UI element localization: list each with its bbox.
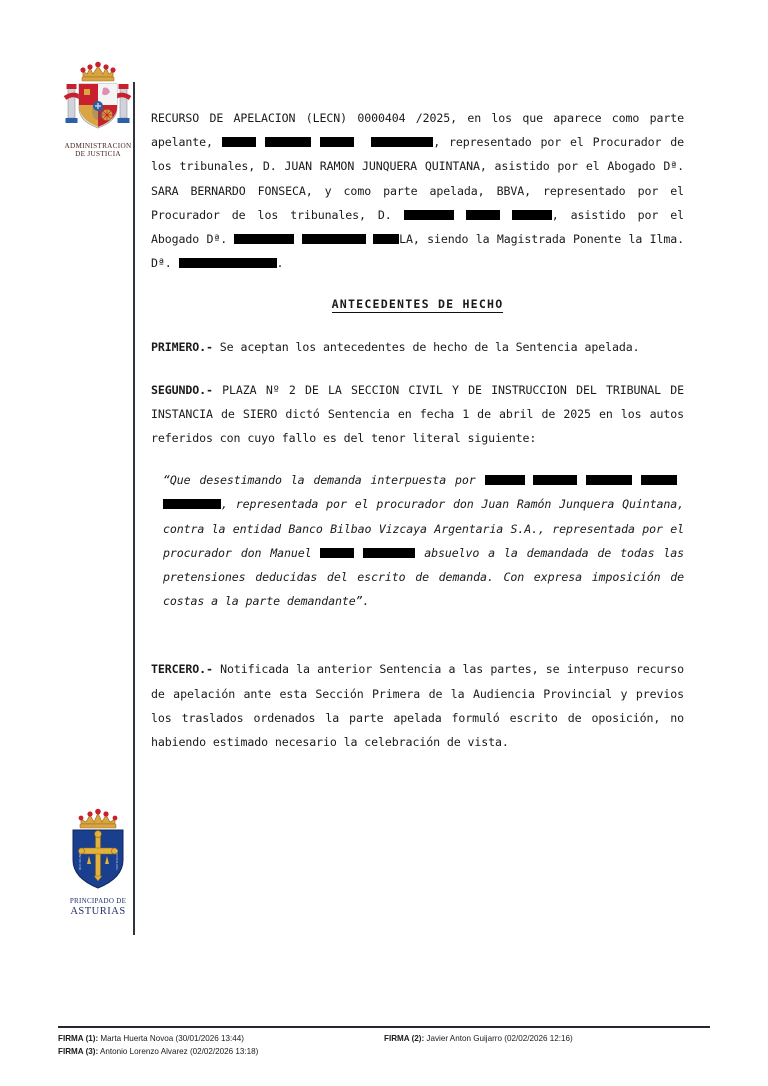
intro-text-c: , asistido por el Abogado Dª. <box>151 207 685 247</box>
signature-row <box>58 1033 710 1046</box>
quote-text-a: “Que desestimando la demanda interpuesta por <box>163 473 485 488</box>
redaction-bar <box>641 475 677 485</box>
redaction-bar <box>320 548 354 558</box>
redaction-bar <box>373 234 399 244</box>
signature-2-value: Javier Anton Guijarro (02/02/2026 12:16) <box>424 1034 573 1043</box>
paragraph-tercero <box>151 657 684 754</box>
svg-text:TUETUR PIUS: TUETUR PIUS <box>115 849 119 870</box>
signature-empty-slot <box>384 1046 710 1059</box>
signature-1 <box>58 1033 384 1046</box>
asturias-coat-of-arms-icon <box>61 808 135 896</box>
redaction-bar <box>234 234 294 244</box>
primero-text: Se aceptan los antecedentes de hecho de la Sentencia apelada. <box>212 340 640 355</box>
intro-text-b: , representado por el Procurador de los tribunales, D. JUAN RAMON JUNQUERA QUINTANA, asistido por el Abogado Dª. SARA BERNARDO FONSECA, y como parte apelada, BBVA, representado por el Procurador de los tribunales, D. <box>151 135 684 222</box>
tercero-label: TERCERO.- <box>151 662 213 677</box>
signature-1-label: FIRMA (1): <box>58 1034 99 1043</box>
redaction-bar <box>302 234 366 244</box>
spain-emblem-caption-line1: ADMINISTRACION <box>64 142 132 150</box>
signature-2-label: FIRMA (2): <box>384 1034 425 1043</box>
signature-3-value: Antonio Lorenzo Alvarez (02/02/2026 13:18) <box>98 1046 259 1056</box>
signature-1-value: Marta Huerta Novoa (30/01/2026 13:44) <box>98 1034 244 1043</box>
segundo-text: PLAZA Nº 2 DE LA SECCION CIVIL Y DE INSTRUCCION DEL TRIBUNAL DE INSTANCIA de SIERO dictó Sentencia en fecha 1 de abril de 2025 en los autos referidos con cuyo fallo es del tenor literal siguiente: <box>151 382 684 446</box>
quoted-ruling-block <box>151 468 684 613</box>
document-body <box>151 106 684 754</box>
redaction-bar <box>533 475 577 485</box>
asturias-emblem-caption <box>52 898 144 918</box>
section-heading-antecedentes <box>151 297 684 311</box>
section-spacer <box>151 631 684 657</box>
left-margin-rail <box>0 0 140 1086</box>
primero-label: PRIMERO.- <box>151 340 213 355</box>
redaction-bar <box>485 475 525 485</box>
redaction-bar <box>586 475 632 485</box>
paragraph-primero <box>151 335 684 359</box>
quote-text-b: , representada por el procurador don Juan Ramón Junquera Quintana, contra la entidad Banco Bilbao Vizcaya Argentaria S.A., representada por el procurador don Manuel <box>163 497 684 560</box>
quote-text-c: absuelvo a la demandada de todas las pretensiones deducidas del escrito de demanda. Con expresa imposición de costas a la parte demandante”. <box>163 545 684 609</box>
redaction-bar <box>222 137 256 147</box>
spain-coat-of-arms-icon <box>59 58 137 140</box>
intro-text-a: RECURSO DE APELACION (LECN) 0000404 /2025, en los que aparece como parte apelante, <box>151 111 684 150</box>
redaction-bar <box>371 137 433 147</box>
asturias-coat-of-arms-emblem <box>52 808 144 918</box>
segundo-label: SEGUNDO.- <box>151 382 213 397</box>
spain-emblem-caption <box>52 142 144 158</box>
spain-coat-of-arms-emblem <box>52 58 144 158</box>
redaction-bar <box>404 210 454 220</box>
paragraph-segundo <box>151 378 684 451</box>
asturias-emblem-caption-line2: ASTURIAS <box>70 905 126 917</box>
asturias-emblem-caption-line1: PRINCIPADO DE <box>69 897 127 905</box>
intro-paragraph <box>151 106 684 275</box>
redaction-bar <box>466 210 500 220</box>
tercero-text: Notificada la anterior Sentencia a las partes, se interpuso recurso de apelación ante esta Sección Primera de la Audiencia Provincial y previos los traslados ordenados la parte apelada formuló escrito de oposición, no habiendo estimado necesario la celebración de vista. <box>151 662 684 750</box>
redaction-bar <box>363 548 415 558</box>
spain-emblem-caption-line2: DE JUSTICIA <box>75 150 121 159</box>
footer-divider-rule <box>58 1026 710 1028</box>
redaction-bar <box>512 210 552 220</box>
signature-3-label: FIRMA (3): <box>58 1046 99 1056</box>
redaction-bar <box>179 258 277 268</box>
signature-3 <box>58 1046 384 1059</box>
signature-row <box>58 1046 710 1059</box>
signature-footer <box>58 1026 710 1058</box>
redaction-bar <box>265 137 311 147</box>
signature-2 <box>384 1033 710 1046</box>
signature-grid <box>58 1033 710 1058</box>
intro-text-d: LA, siendo la Magistrada Ponente la Ilma. Dª. <box>151 232 684 271</box>
intro-text-e: . <box>276 256 284 271</box>
redaction-bar <box>320 137 354 147</box>
redaction-bar <box>163 499 221 509</box>
svg-text:HOC SIGNO: HOC SIGNO <box>78 852 82 870</box>
section-heading-text: ANTECEDENTES DE HECHO <box>331 297 504 312</box>
